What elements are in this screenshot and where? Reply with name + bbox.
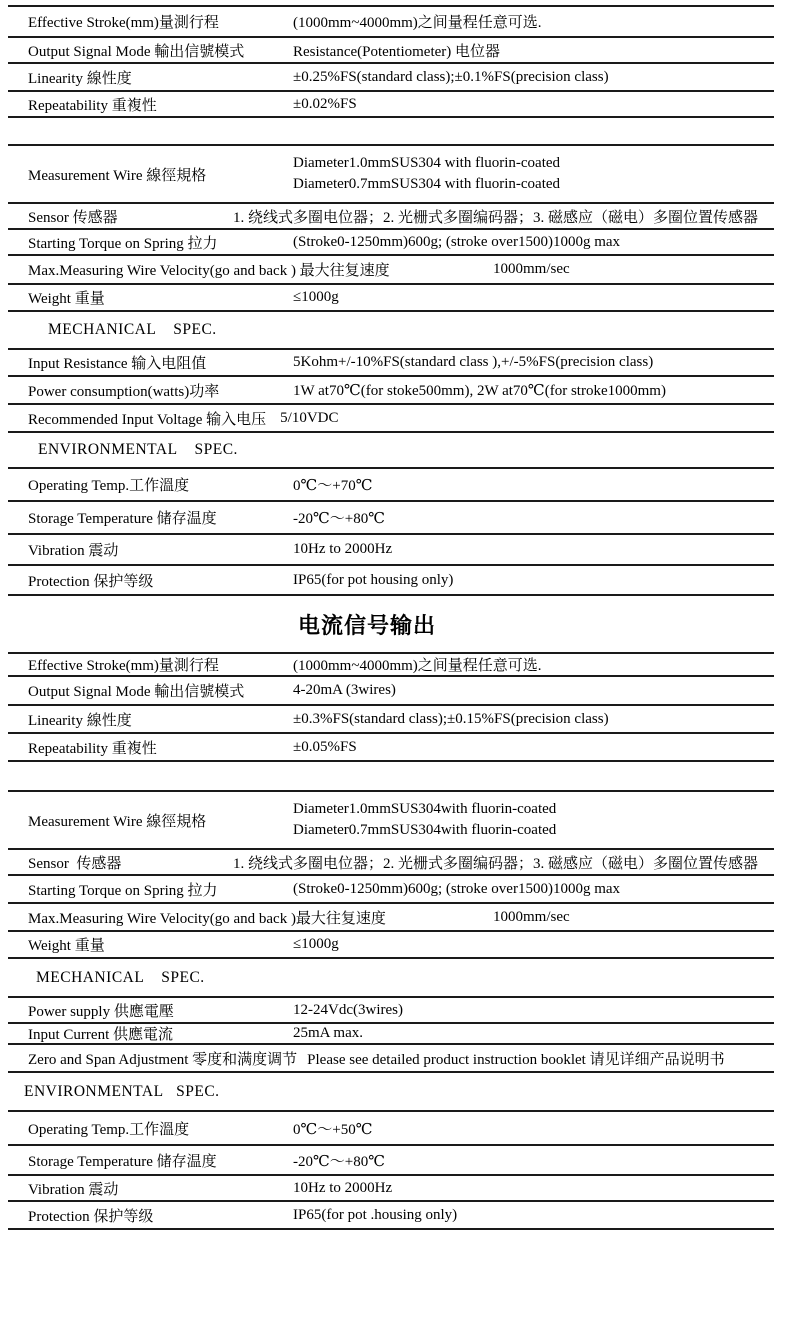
spec-row — [8, 146, 774, 204]
spec-label: Recommended Input Voltage 输入电压 — [28, 411, 267, 428]
spec-value: ±0.05%FS — [293, 738, 357, 755]
spec-value: 5/10VDC — [280, 409, 339, 426]
subheader-text: MECHANICAL SPEC. — [36, 968, 205, 986]
spec-value: 25mA max. — [293, 1025, 363, 1041]
spec-value: Diameter1.0mmSUS304with fluorin-coated — [293, 801, 557, 817]
spec-row — [8, 256, 774, 285]
spec-value: 0℃～+50℃ — [293, 1121, 373, 1138]
spec-row — [8, 1045, 774, 1073]
spec-row — [8, 230, 774, 256]
blank-row — [8, 118, 774, 146]
spec-row — [8, 792, 774, 850]
spec-label: Operating Temp.工作溫度 — [28, 478, 190, 494]
spec-value: 1W at70℃(for stoke500mm), 2W at70℃(for stroke1000mm) — [293, 382, 666, 399]
spec-value: 10Hz to 2000Hz — [293, 541, 393, 557]
spec-row — [8, 677, 774, 706]
spec-value: Resistance(Potentiometer) 电位器 — [293, 43, 501, 60]
spec-value: (1000mm~4000mm)之间量程任意可选. — [293, 15, 542, 31]
spec-label: Input Resistance 输入电阻值 — [28, 356, 207, 372]
spec-row — [8, 1112, 774, 1146]
spec-value: 5Kohm+/-10%FS(standard class ),+/-5%FS(precision class) — [293, 354, 654, 370]
spec-row — [8, 876, 774, 904]
spec-row — [8, 285, 774, 312]
spec-label: Sensor 传感器 — [28, 855, 122, 872]
spec-label: Measurement Wire 線徑規格 — [28, 813, 207, 830]
spec-row — [8, 469, 774, 502]
spec-row — [8, 64, 774, 92]
spec-row — [8, 535, 774, 566]
spec-sheet — [8, 5, 774, 1230]
blank-row — [8, 762, 774, 792]
spec-row — [8, 904, 774, 932]
spec-value: (Stroke0-1250mm)600g; (stroke over1500)1000g max — [293, 880, 621, 897]
spec-value: 4-20mA (3wires) — [293, 682, 396, 698]
spec-row — [8, 502, 774, 535]
subheader-text: ENVIRONMENTAL SPEC. — [38, 441, 238, 458]
spec-row — [8, 706, 774, 734]
spec-label: Max.Measuring Wire Velocity(go and back )最大往复速度 — [28, 910, 386, 927]
spec-label: Storage Temperature 储存温度 — [28, 1153, 217, 1170]
spec-value: 1000mm/sec — [493, 261, 570, 277]
spec-row — [8, 38, 774, 64]
mechanical-spec-header — [8, 312, 774, 350]
spec-value: (Stroke0-1250mm)600g; (stroke over1500)1000g max — [293, 233, 621, 250]
spec-value: IP65(for pot housing only) — [293, 571, 454, 588]
spec-label: Sensor 传感器 — [28, 209, 118, 226]
spec-label: Starting Torque on Spring 拉力 — [28, 882, 218, 899]
spec-row — [8, 1024, 774, 1045]
spec-row — [8, 350, 774, 377]
spec-row — [8, 998, 774, 1024]
current-signal-output-title: 电流信号输出 — [297, 613, 436, 639]
spec-row — [8, 92, 774, 118]
spec-label: Starting Torque on Spring 拉力 — [28, 235, 218, 252]
spec-label: Linearity 線性度 — [28, 712, 132, 729]
spec-label: Weight 重量 — [28, 291, 105, 307]
spec-row — [8, 850, 774, 876]
spec-label: Storage Temperature 储存温度 — [28, 511, 217, 527]
spec-label: Max.Measuring Wire Velocity(go and back ) 最大往复速度 — [28, 263, 390, 279]
spec-value: 1. 绕线式多圈电位器；2. 光栅式多圈编码器；3. 磁感应（磁电）多圈位置传感器 — [233, 209, 759, 226]
spec-value: Diameter1.0mmSUS304 with fluorin-coated — [293, 155, 561, 171]
spec-value: 12-24Vdc(3wires) — [293, 1001, 403, 1018]
spec-label: Operating Temp.工作溫度 — [28, 1121, 190, 1138]
spec-row — [8, 1176, 774, 1202]
spec-value: -20℃～+80℃ — [293, 511, 386, 527]
spec-value: ≤1000g — [293, 289, 339, 305]
environmental-spec-header — [8, 433, 774, 469]
spec-value: ±0.25%FS(standard class);±0.1%FS(precision class) — [293, 68, 609, 85]
spec-label: Power consumption(watts)功率 — [28, 383, 220, 400]
spec-label: Repeatability 重複性 — [28, 740, 157, 757]
spec-row — [8, 654, 774, 677]
spec-value: (1000mm~4000mm)之间量程任意可选. — [293, 658, 542, 674]
spec-label: Output Signal Mode 輸出信號模式 — [28, 43, 245, 60]
spec-label: Power supply 供應電壓 — [28, 1003, 174, 1020]
spec-label: Output Signal Mode 輸出信號模式 — [28, 684, 245, 700]
spec-label: Protection 保护等级 — [28, 1208, 154, 1225]
spec-label: Vibration 震动 — [28, 543, 119, 559]
spec-label: Linearity 線性度 — [28, 70, 132, 87]
spec-label: Vibration 震动 — [28, 1181, 119, 1198]
spec-value: ±0.02%FS — [293, 95, 357, 112]
spec-value: 10Hz to 2000Hz — [293, 1179, 393, 1196]
spec-row — [8, 204, 774, 230]
mechanical-spec-header — [8, 959, 774, 998]
spec-row — [8, 1202, 774, 1230]
spec-value-group — [293, 155, 560, 193]
spec-label: Input Current 供應電流 — [28, 1027, 173, 1043]
spec-row — [8, 932, 774, 959]
subheader-text: ENVIRONMENTAL SPEC. — [24, 1082, 220, 1100]
spec-value: ±0.3%FS(standard class);±0.15%FS(precision class) — [293, 710, 609, 727]
spec-value: 1000mm/sec — [493, 908, 570, 925]
spec-label: Protection 保护等级 — [28, 573, 154, 590]
spec-row — [8, 734, 774, 762]
spec-table-potentiometer — [8, 5, 774, 596]
spec-table-current-output — [8, 652, 774, 1230]
spec-row — [8, 7, 774, 38]
spec-value: 0℃～+70℃ — [293, 478, 373, 494]
spec-value: ≤1000g — [293, 936, 339, 952]
spec-row — [8, 377, 774, 405]
spec-value: Diameter0.7mmSUS304with fluorin-coated — [293, 822, 557, 838]
spec-value: Please see detailed product instruction booklet 请见详细产品说明书 — [307, 1051, 725, 1068]
spec-value-group — [293, 801, 556, 839]
spec-value: Diameter0.7mmSUS304 with fluorin-coated — [293, 176, 561, 192]
spec-value: IP65(for pot .housing only) — [293, 1206, 458, 1223]
spec-label: Measurement Wire 線徑規格 — [28, 167, 207, 184]
spec-label: Repeatability 重複性 — [28, 97, 157, 114]
spec-row — [8, 566, 774, 596]
spec-label: Weight 重量 — [28, 938, 105, 954]
spec-value: -20℃～+80℃ — [293, 1153, 386, 1170]
environmental-spec-header — [8, 1073, 774, 1112]
spec-label: Effective Stroke(mm)量測行程 — [28, 15, 219, 31]
spec-row — [8, 1146, 774, 1176]
spec-value: 1. 绕线式多圈电位器；2. 光栅式多圈编码器；3. 磁感应（磁电）多圈位置传感器 — [233, 855, 759, 872]
spec-row — [8, 405, 774, 433]
spec-label: Zero and Span Adjustment 零度和满度调节 — [28, 1051, 298, 1068]
subheader-text: MECHANICAL SPEC. — [48, 321, 217, 338]
spec-label: Effective Stroke(mm)量測行程 — [28, 658, 219, 674]
